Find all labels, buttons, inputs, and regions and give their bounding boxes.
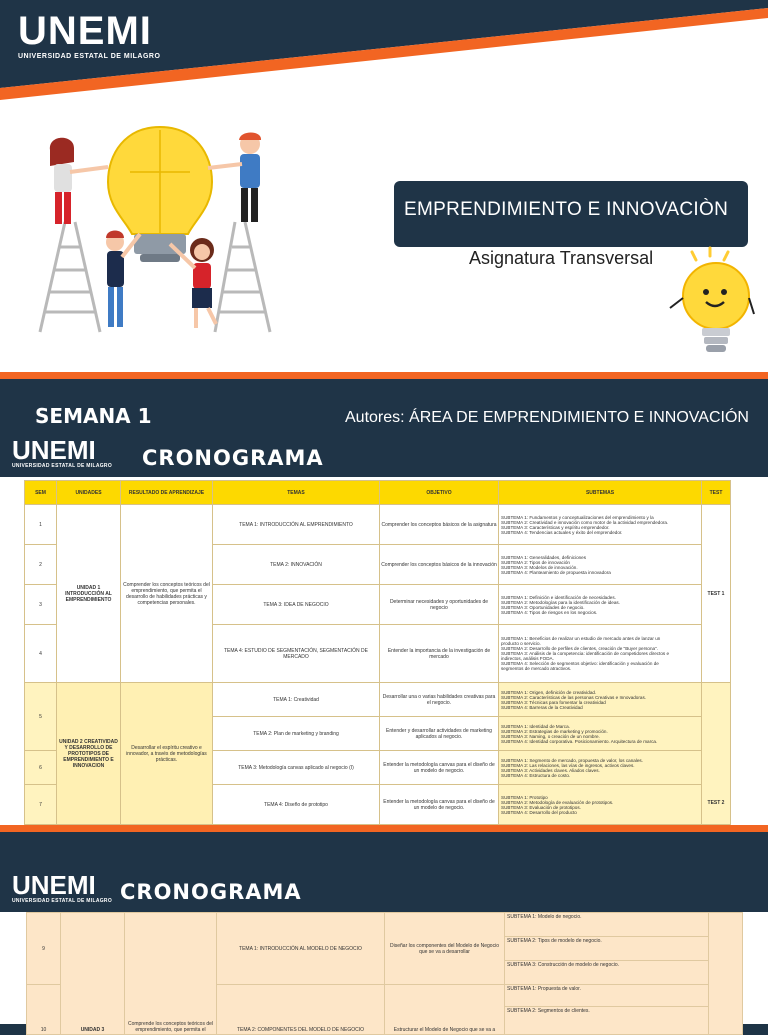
subtema: SUBTEMA 1: Segmento de mercado, propuesta de valor, los canales. [501,757,643,763]
tema-cell: TEMA 1: INTRODUCCIÓN AL EMPRENDIMIENTO [213,505,380,545]
sem-cell: 5 [25,683,57,751]
header-test: TEST [702,481,731,505]
logo-word: UNEMI [12,435,96,465]
unemi-logo [18,10,160,60]
subtema: SUBTEMA 2: Características de las personas Creativas e Innovadoras. [501,694,647,700]
cronograma-title: CRONOGRAMA [120,880,302,904]
sem-cell: 4 [25,625,57,683]
course-title-box [394,181,748,247]
objetivo-cell: Desarrollar una o varias habilidades creativas para el negocio. [380,683,499,717]
header-temas: TEMAS [213,481,380,505]
subtema: SUBTEMA 3: Evaluación de prototipos. [501,804,581,810]
tema-cell: TEMA 2: Plan de marketing y branding [213,717,380,751]
subtema: SUBTEMA 3: Técnicas para fomentar la creatividad [501,699,606,705]
orange-divider [0,372,768,379]
subtema: SUBTEMA 1: Generalidades, definiciones [501,554,587,560]
subtema: SUBTEMA 2: Las relaciones, las vías de ingresos, activos claves. [501,762,635,768]
header-sem: SEM [25,481,57,505]
subtemas-cell [505,985,709,1035]
schedule-table-continued [26,912,743,1035]
slide-cronograma-1 [0,372,768,825]
objetivo-cell: Comprender los conceptos básicos de la innovación [380,545,499,585]
header-objetivo: OBJETIVO [380,481,499,505]
subtema: SUBTEMA 2: Segmentos de clientes. [507,1008,590,1014]
subtema: SUBTEMA 2: Estrategias de marketing y promoción. [501,728,608,734]
sem-cell: 1 [25,505,57,545]
orange-divider [0,825,768,832]
subtema: SUBTEMA 3: Modelos de innovación. [501,564,578,570]
teamwork-lightbulb-illustration [30,122,290,340]
subtemas-cell [499,751,702,785]
subtemas-cell [505,913,709,985]
objetivo-cell: Determinar necesidades y oportunidades de negocio [380,585,499,625]
subtema: SUBTEMA 3: Actividades claves. Aliados claves. [501,767,600,773]
sem-cell: 3 [25,585,57,625]
table-row [27,913,743,985]
subtema: SUBTEMA 2: Tipos de innovación [501,559,570,565]
subtema: SUBTEMA 3: Naming, o creación de un nombre. [501,733,600,739]
tema-cell: TEMA 4: ESTUDIO DE SEGMENTACIÓN, SEGMENTACIÓN DE MERCADO [213,625,380,683]
logo-subtitle: UNIVERSIDAD ESTATAL DE MILAGRO [12,898,113,904]
unidad-cell: UNIDAD 2 CREATIVIDAD Y DESARROLLO DE PROTOTIPOS DE EMPRENDIMIENTO E INNOVACION [57,683,121,825]
test-cell [709,913,743,1035]
subtema: SUBTEMA 2: Metodologías para la identificación de ideas. [501,599,620,605]
subtemas-cell [499,785,702,825]
authors-label: Autores: ÁREA DE EMPRENDIMIENTO E INNOVACIÓN [345,409,749,426]
subtema: SUBTEMA 4: Selección de segmentos objetivo: identificación y evaluación de [501,661,659,666]
subtema: SUBTEMA 4: Estructura de costo. [501,772,571,778]
subtema: SUBTEMA 4: Barreras de la Creatividad [501,704,583,710]
subtemas-cell [499,505,702,545]
cronograma-title: CRONOGRAMA [142,446,324,470]
subtema: SUBTEMA 4: Tipos de riesgos en los negocios. [501,609,598,615]
slide-cover [0,0,768,372]
logo-subtitle: UNIVERSIDAD ESTATAL DE MILAGRO [12,463,113,469]
subtema: segmentos de mercado atractivos. [501,666,572,671]
header-subtemas: SUBTEMAS [499,481,702,505]
objetivo-cell: Diseñar los componentes del Modelo de Negocio que se va a desarrollar [385,913,505,985]
subtema: SUBTEMA 2: Desarrollo de perfiles de clientes, creación de "Buyer persona". [501,646,658,651]
sem-cell: 7 [25,785,57,825]
subtema: SUBTEMA 4: Tendencias actuales y éxito del emprendedor. [501,529,623,535]
subtema: SUBTEMA 4: Planteamiento de propuesta innovadora [501,569,611,575]
subtema: SUBTEMA 2: Metodología de evaluación de prototipos. [501,799,614,805]
subtema: SUBTEMA 3: Análisis de la competencia: identificación de competidores directos e [501,651,670,656]
subtema: SUBTEMA 1: Beneficios de realizar un estudio de mercado antes de lanzar un [501,636,661,641]
logo-word: UNEMI [12,870,96,900]
subtemas-cell [499,625,702,683]
table-header-row [25,481,731,505]
unemi-logo-small [12,872,112,904]
subtema: SUBTEMA 3: Construcción de modelo de negocio. [507,962,620,968]
subtema: SUBTEMA 1: Identidad de Marca. [501,723,570,729]
test-cell: TEST 2 [702,683,731,825]
objetivo-cell: Entender la metodología canvas para el diseño de un modelo de negocio. [380,785,499,825]
subtemas-cell [499,683,702,717]
subtema: SUBTEMA 4: Identidad corporativa. Posicionamiento. Arquitectura de marca. [501,738,658,744]
logo-subtitle: UNIVERSIDAD ESTATAL DE MILAGRO [18,53,161,60]
resultado-cell: Comprende los conceptos teóricos del emprendimiento, que permita el [125,913,217,1035]
subtema: indirectos, análisis FODA. [501,656,554,661]
test-cell: TEST 1 [702,505,731,683]
logo-word: UNEMI [18,9,152,53]
subtema: SUBTEMA 1: Propuesta de valor. [505,985,708,1007]
subtema: SUBTEMA 4: Desarrollo del producto [501,809,577,815]
subtemas-cell [499,585,702,625]
tema-cell: TEMA 3: IDEA DE NEGOCIO [213,585,380,625]
unemi-logo-small [12,437,112,469]
subtema: SUBTEMA 2: Tipos de modelo de negocio. [505,937,708,961]
tema-cell: TEMA 1: Creatividad [213,683,380,717]
slide-cronograma-2 [0,825,768,1033]
tema-cell: TEMA 2: COMPONENTES DEL MODELO DE NEGOCIO [217,985,385,1035]
sem-cell: 10 [27,985,61,1035]
objetivo-cell: Comprender los conceptos básicos de la asignatura [380,505,499,545]
header-unidades: UNIDADES [57,481,121,505]
tema-cell: TEMA 2: INNOVACIÓN [213,545,380,585]
course-title: EMPRENDIMIENTO E INNOVACIÒN [404,199,729,220]
objetivo-cell: Entender la metodología canvas para el diseño de un modelo de negocio. [380,751,499,785]
subtemas-cell [499,545,702,585]
sem-cell: 2 [25,545,57,585]
slide-header [0,379,768,477]
subtema: SUBTEMA 3: Características y espíritu emprendedor. [501,524,610,530]
table-row [25,683,731,717]
smiling-lightbulb-icon [664,246,756,364]
subtema: SUBTEMA 3: Oportunidades de negocio. [501,604,585,610]
sem-cell: 9 [27,913,61,985]
objetivo-cell: Entender y desarrollar actividades de marketing aplicados al negocio. [380,717,499,751]
tema-cell: TEMA 1: INTRODUCCIÓN AL MODELO DE NEGOCIO [217,913,385,985]
schedule-table [24,480,731,825]
subtema: producto o servicio. [501,641,541,646]
sem-cell: 6 [25,751,57,785]
objetivo-cell: Entender la importancia de la investigación de mercado [380,625,499,683]
tema-cell: TEMA 3: Metodología canvas aplicado al negocio (I) [213,751,380,785]
unidad-cell: UNIDAD 1 INTRODUCCIÓN AL EMPRENDIMIENTO [57,505,121,683]
tema-cell: TEMA 4: Diseño de prototipo [213,785,380,825]
subtema: SUBTEMA 2: Creatividad e innovación como motor de la actividad emprendedora. [501,519,669,525]
subtema: SUBTEMA 1: Fundamentos y conceptualizaciones del emprendimiento y la [501,514,654,520]
table-row [25,505,731,545]
resultado-cell: Comprender los conceptos teóricos del emprendimiento, que permita el desarrollo de habilidades prácticas y competencias personales. [121,505,213,683]
unidad-cell: UNIDAD 3 [61,913,125,1035]
week-label: SEMANA 1 [35,404,152,428]
subtemas-cell [499,717,702,751]
slide-header [0,832,768,912]
subtema: SUBTEMA 1: Origen, definición de creatividad. [501,689,597,695]
subtema: SUBTEMA 1: Definición e identificación de necesidades. [501,594,616,600]
resultado-cell: Desarrollar el espíritu creativo e innovador, a través de metodologías prácticas. [121,683,213,825]
subtema: SUBTEMA 1: Prototipo [501,794,548,800]
header-resultado: RESULTADO DE APRENDIZAJE [121,481,213,505]
objetivo-cell: Estructurar el Modelo de Negocio que se va a [385,985,505,1035]
subtema: SUBTEMA 1: Modelo de negocio. [505,913,708,937]
course-subtitle: Asignatura Transversal [469,248,654,268]
